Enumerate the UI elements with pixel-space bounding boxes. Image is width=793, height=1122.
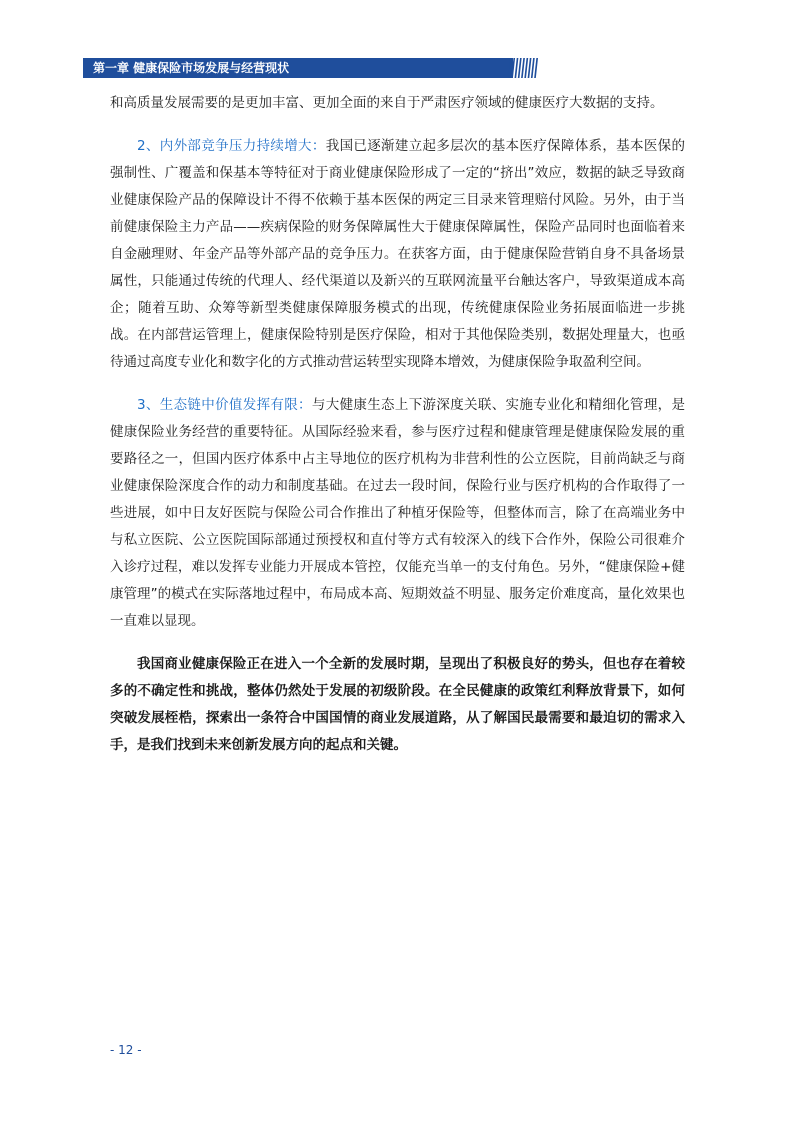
body-ecosystem: 与大健康生态上下游深度关联、实施专业化和精细化管理，是健康保险业务经营的重要特征。从国际经验来看，参与医疗过程和健康管理是健康保险发展的重要路径之一，但国内医疗体系中占主导地位的医疗机构为非营利性的公立医院，目前尚缺乏与商业健康保险深度合作的动力和制度基础。在过去一段时间，保险行业与医疗机构的合作取得了一些进展，如中日友好医院与保险公司合作推出了种植牙保险等，但整体而言，除了在高端业务中与私立医院、公立医院国际部通过预授权和直付等方式有较深入的线下合作外，保险公司很难介入诊疗过程，难以发挥专业能力开展成本管控，仅能充当单一的支付角色。另外，“健康保险+健康管理”的模式在实际落地过程中，布局成本高、短期效益不明显、服务定价难度高，量化效果也一直难以显现。 [110,397,686,629]
heading-ecosystem: 3、生态链中价值发挥有限： [137,397,312,413]
paragraph-continuation: 和高质量发展需要的是更加丰富、更加全面的来自于严肃医疗领域的健康医疗大数据的支持。 [110,95,664,111]
chapter-header [83,58,538,78]
paragraph-competition [110,133,685,376]
paragraph-summary: 我国商业健康保险正在进入一个全新的发展时期，呈现出了积极良好的势头，但也存在着较多的不确定性和挑战，整体仍然处于发展的初级阶段。在全民健康的政策红利释放背景下，如何突破发展桎梏，探索出一条符合中国国情的商业发展道路，从了解国民最需要和最迫切的需求入手，是我们找到未来创新发展方向的起点和关键。 [110,656,685,753]
paragraph-ecosystem [110,392,685,635]
header-title: 第一章 健康保险市场发展与经营现状 [93,61,290,75]
page-number: - 12 - [110,1043,142,1057]
heading-competition: 2、内外部竞争压力持续增大： [137,138,326,154]
body-competition: 我国已逐渐建立起多层次的基本医疗保障体系，基本医保的强制性、广覆盖和保基本等特征对于商业健康保险形成了一定的“挤出”效应，数据的缺乏导致商业健康保险产品的保障设计不得不依赖于基本医保的两定三目录来管理赔付风险。另外，由于当前健康保险主力产品——疾病保险的财务保障属性大于健康保障属性，保险产品同时也面临着来自金融理财、年金产品等外部产品的竞争压力。在获客方面，由于健康保险营销自身不具备场景属性，只能通过传统的代理人、经代渠道以及新兴的互联网流量平台触达客户，导致渠道成本高企；随着互助、众筹等新型类健康保障服务模式的出现，传统健康保险业务拓展面临进一步挑战。在内部营运管理上，健康保险特别是医疗保险，相对于其他保险类别，数据处理量大，也亟待通过高度专业化和数字化的方式推动营运转型实现降本增效，为健康保险争取盈利空间。 [110,138,686,370]
header-stripes [508,58,538,78]
document-body [110,90,685,775]
